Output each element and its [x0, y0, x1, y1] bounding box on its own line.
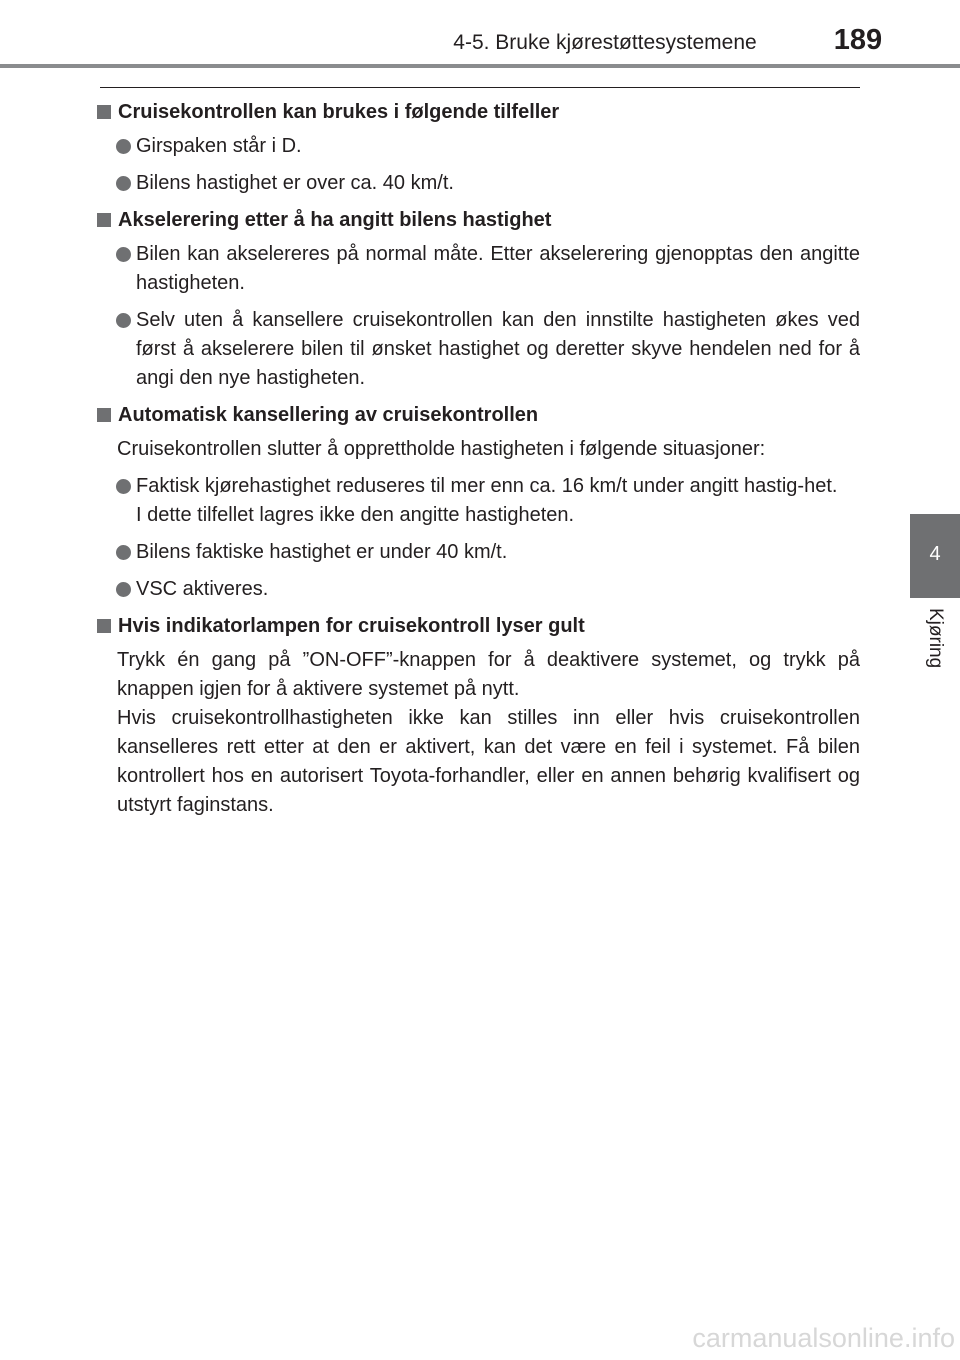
- circle-bullet-icon: [116, 247, 131, 262]
- section-body: [96, 646, 860, 820]
- section-title: 4-5. Bruke kjørestøttesystemene: [453, 31, 757, 54]
- list-item: [96, 169, 860, 198]
- square-bullet-icon: [97, 408, 111, 422]
- list-item-text: Selv uten å kansellere cruisekontrollen kan den innstilte hastigheten økes ved først å akselerere bilen til ønsket hastighet og deretter skyve hendelen ned for å angi den nye hastigheten.: [136, 309, 860, 389]
- list-item-text: Girspaken står i D.: [136, 135, 302, 157]
- chapter-tab: [910, 514, 960, 598]
- square-bullet-icon: [97, 105, 111, 119]
- list-item-text: Faktisk kjørehastighet reduseres til mer enn ca. 16 km/t under angitt hastig-het.: [136, 475, 838, 497]
- section-heading-text: Hvis indikatorlampen for cruisekontroll lyser gult: [118, 615, 585, 637]
- chapter-name-container: [913, 608, 957, 678]
- list-item: [96, 538, 860, 567]
- section-acceleration: [96, 206, 860, 393]
- list-item-text: Bilens faktiske hastighet er under 40 km/t.: [136, 541, 508, 563]
- section-automatic-cancellation: [96, 401, 860, 604]
- section-heading-text: Akselerering etter å ha angitt bilens hastighet: [118, 209, 552, 231]
- list-item-text: Bilens hastighet er over ca. 40 km/t.: [136, 172, 454, 194]
- section-heading-text: Cruisekontrollen kan brukes i følgende tilfeller: [118, 101, 560, 123]
- circle-bullet-icon: [116, 313, 131, 328]
- circle-bullet-icon: [116, 545, 131, 560]
- circle-bullet-icon: [116, 176, 131, 191]
- content-top-divider: [100, 87, 860, 88]
- section-usage-conditions: [96, 98, 860, 198]
- section-heading: [96, 612, 860, 640]
- circle-bullet-icon: [116, 582, 131, 597]
- section-yellow-indicator: [96, 612, 860, 820]
- list-item: [96, 132, 860, 161]
- chapter-name: Kjøring: [925, 608, 946, 669]
- list-item-note: I dette tilfellet lagres ikke den angitte hastigheten.: [136, 504, 575, 526]
- square-bullet-icon: [97, 213, 111, 227]
- section-heading: [96, 401, 860, 429]
- list-item: [96, 306, 860, 393]
- list-item-text: VSC aktiveres.: [136, 578, 269, 600]
- list-item: [96, 472, 860, 530]
- section-intro: Cruisekontrollen slutter å opprettholde hastigheten i følgende situasjoner:: [117, 438, 766, 460]
- section-heading: [96, 98, 860, 126]
- circle-bullet-icon: [116, 139, 131, 154]
- paragraph: Trykk én gang på ”ON-OFF”-knappen for å deaktivere systemet, og trykk på knappen igjen for å aktivere systemet på nytt.: [117, 649, 860, 700]
- list-item-text: Bilen kan akselereres på normal måte. Etter akselerering gjenopptas den angitte hastigheten.: [136, 243, 860, 294]
- list-item: [96, 240, 860, 298]
- header-divider: [0, 64, 960, 68]
- page-content: [96, 98, 860, 828]
- watermark: carmanualsonline.info: [692, 1323, 955, 1353]
- square-bullet-icon: [97, 619, 111, 633]
- chapter-number: 4: [929, 543, 941, 565]
- page-number: 189: [833, 24, 883, 56]
- circle-bullet-icon: [116, 479, 131, 494]
- section-heading-text: Automatisk kansellering av cruisekontrollen: [118, 404, 539, 426]
- paragraph: Hvis cruisekontrollhastigheten ikke kan stilles inn eller hvis cruisekontrollen kanselleres rett etter at den er aktivert, kan det være en feil i systemet. Få bilen kontrollert hos en autorisert Toyota-forhandler, eller en annen behørig kvalifisert og utstyrt faginstans.: [117, 707, 860, 816]
- section-heading: [96, 206, 860, 234]
- list-item: [96, 575, 860, 604]
